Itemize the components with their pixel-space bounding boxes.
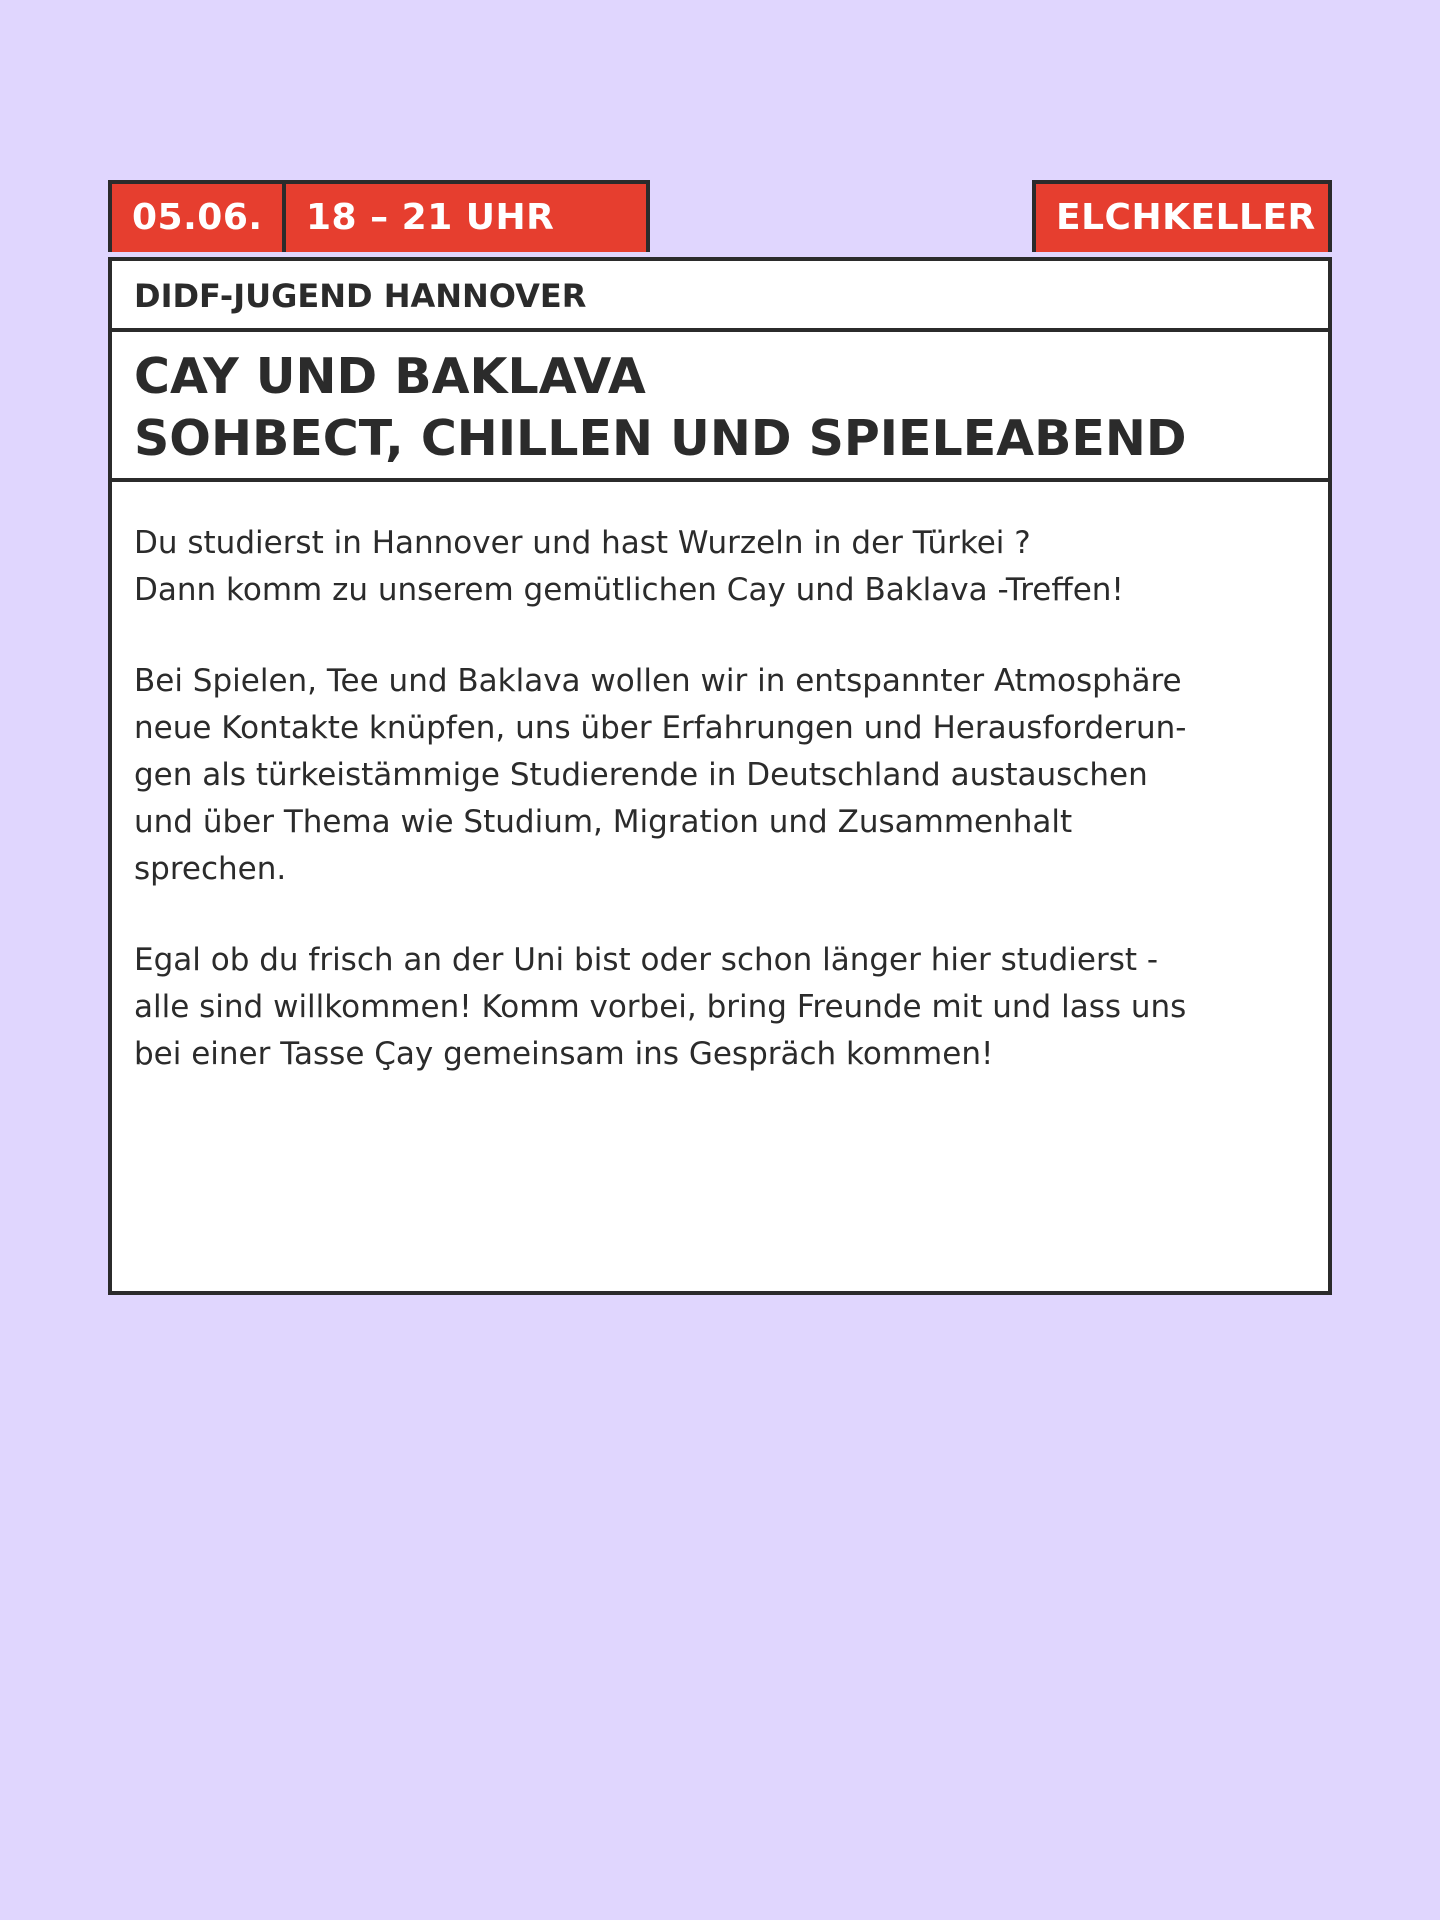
description-line: alle sind willkommen! Komm vorbei, bring Freunde mit und lass uns [134,989,1187,1025]
event-title [112,332,1328,482]
description-line: neue Kontakte knüpfen, uns über Erfahrungen und Herausforderun- [134,710,1187,746]
description-line: Du studierst in Hannover und hast Wurzeln in der Türkei ? [134,525,1031,561]
description-line: sprechen. [134,851,287,887]
description-line: Egal ob du frisch an der Uni bist oder schon länger hier studierst - [134,942,1159,978]
description-paragraph [134,937,1306,1078]
description-line: bei einer Tasse Çay gemeinsam ins Gespräch kommen! [134,1036,994,1072]
event-description [112,482,1328,1078]
event-details-box [108,257,1332,1295]
date-tag: 05.06. [108,180,286,252]
location-tag: ELCHKELLER [1032,180,1332,252]
description-line: Dann komm zu unserem gemütlichen Cay und Baklava -Treffen! [134,572,1124,608]
description-paragraph [134,520,1306,614]
description-line: gen als türkeistämmige Studierende in Deutschland austauschen [134,757,1148,793]
organizer-name: DIDF-JUGEND HANNOVER [112,261,1328,332]
description-line: Bei Spielen, Tee und Baklava wollen wir in entspannter Atmosphäre [134,663,1182,699]
title-line: SOHBECT, CHILLEN UND SPIELEABEND [134,410,1187,467]
event-tags [108,180,1332,258]
time-tag: 18 – 21 UHR [282,180,650,252]
description-paragraph [134,658,1306,893]
title-line: CAY UND BAKLAVA [134,348,646,405]
description-line: und über Thema wie Studium, Migration und Zusammenhalt [134,804,1073,840]
event-card [108,180,1332,1072]
